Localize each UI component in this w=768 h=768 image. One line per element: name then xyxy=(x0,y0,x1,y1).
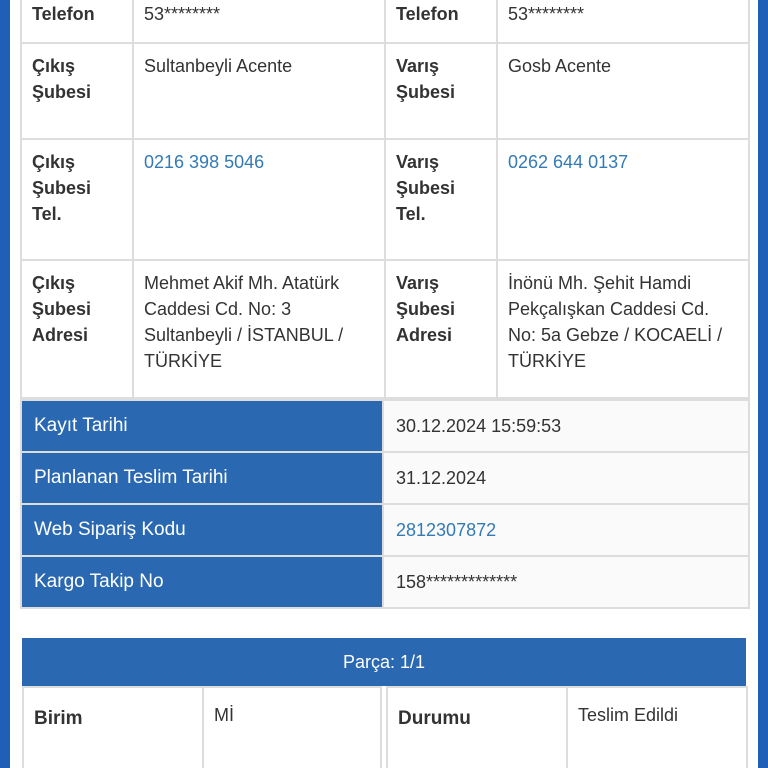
destination-branch-label: Varış Şubesi xyxy=(385,43,497,139)
origin-branch-address-value: Mehmet Akif Mh. Atatürk Caddesi Cd. No: 3 Sultanbeyli / İSTANBUL / TÜRKİYE xyxy=(133,260,385,398)
shipment-detail-page xyxy=(10,0,758,768)
table-row xyxy=(21,43,749,139)
origin-branch-value: Sultanbeyli Acente xyxy=(133,43,385,139)
origin-branch-address-label: Çıkış Şubesi Adresi xyxy=(21,260,133,398)
web-order-code-label: Web Sipariş Kodu xyxy=(21,504,383,556)
planned-delivery-value: 31.12.2024 xyxy=(383,452,749,504)
origin-branch-phone-label: Çıkış Şubesi Tel. xyxy=(21,139,133,260)
table-row xyxy=(21,504,749,556)
planned-delivery-label: Planlanan Teslim Tarihi xyxy=(21,452,383,504)
destination-branch-value: Gosb Acente xyxy=(497,43,749,139)
destination-branch-phone-label: Varış Şubesi Tel. xyxy=(385,139,497,260)
shipment-info-table xyxy=(20,399,750,609)
destination-branch-phone-link[interactable]: 0262 644 0137 xyxy=(497,139,749,260)
table-row xyxy=(21,556,749,608)
registration-date-value: 30.12.2024 15:59:53 xyxy=(383,400,749,452)
registration-date-label: Kayıt Tarihi xyxy=(21,400,383,452)
origin-phone-label: Telefon xyxy=(21,0,133,43)
branch-info-table xyxy=(20,0,750,399)
origin-phone-value: 53******** xyxy=(133,0,385,43)
table-row xyxy=(21,0,749,43)
destination-phone-value: 53******** xyxy=(497,0,749,43)
unit-label: Birim xyxy=(23,687,203,768)
status-label: Durumu xyxy=(387,687,567,768)
origin-branch-label: Çıkış Şubesi xyxy=(21,43,133,139)
status-value: Teslim Edildi xyxy=(567,687,747,768)
table-row xyxy=(21,260,749,398)
destination-branch-address-value: İnönü Mh. Şehit Hamdi Pekçalışkan Caddesi Cd. No: 5a Gebze / KOCAELİ / TÜRKİYE xyxy=(497,260,749,398)
unit-value: Mİ xyxy=(203,687,381,768)
table-row xyxy=(23,687,747,768)
table-row xyxy=(21,400,749,452)
tracking-number-value: 158************* xyxy=(383,556,749,608)
table-row xyxy=(21,452,749,504)
parts-panel-header: Parça: 1/1 xyxy=(22,638,746,686)
web-order-code-link[interactable]: 2812307872 xyxy=(383,504,749,556)
tracking-number-label: Kargo Takip No xyxy=(21,556,383,608)
parts-table xyxy=(22,686,748,768)
destination-phone-label: Telefon xyxy=(385,0,497,43)
destination-branch-address-label: Varış Şubesi Adresi xyxy=(385,260,497,398)
table-row xyxy=(21,139,749,260)
origin-branch-phone-link[interactable]: 0216 398 5046 xyxy=(133,139,385,260)
